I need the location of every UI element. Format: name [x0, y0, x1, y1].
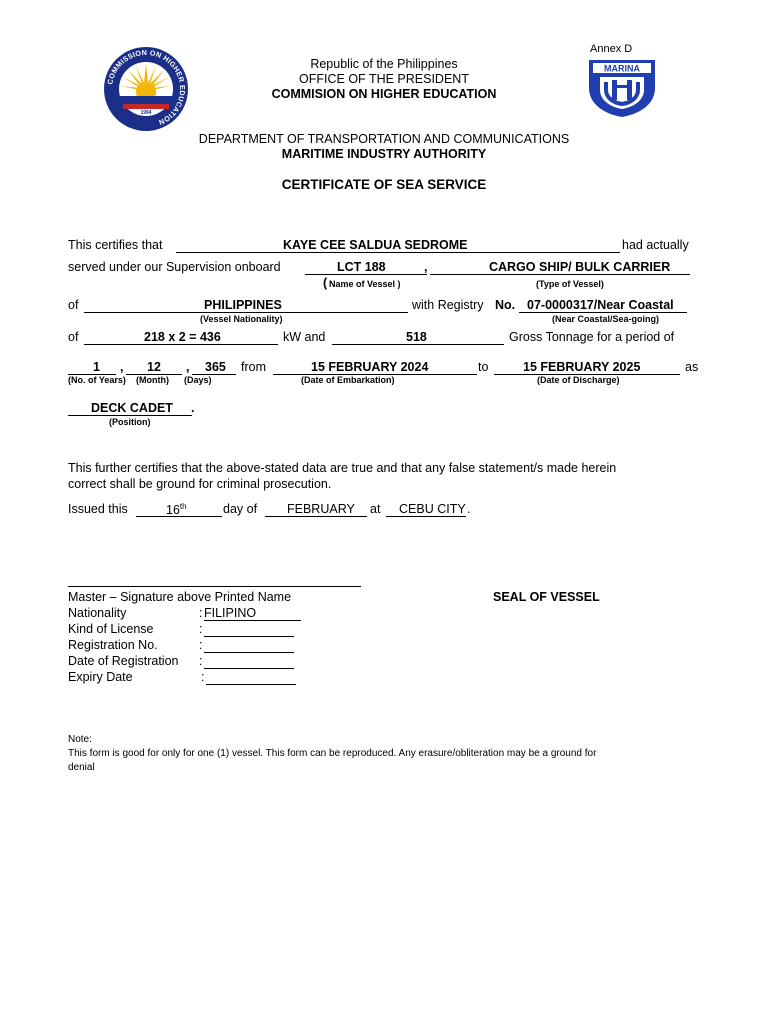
- vessel-comma: ,: [424, 260, 428, 274]
- months-value: 12: [147, 360, 161, 374]
- issued-prefix: Issued this: [68, 502, 128, 516]
- kw-label: kW and: [283, 330, 326, 344]
- day-of-label: day of: [223, 502, 258, 516]
- of-label-2: of: [68, 330, 79, 344]
- nationality-value: PHILIPPINES: [204, 298, 282, 312]
- further-line-1: This further certifies that the above-stated data are true and that any false statement/s made herein: [68, 461, 617, 475]
- sig-field-label-expiry-date: Expiry Date: [68, 670, 133, 684]
- sig-field-label-license: Kind of License: [68, 622, 154, 636]
- embark-caption: (Date of Embarkation): [301, 375, 395, 385]
- registry-no-label: No.: [495, 298, 516, 312]
- certificate-title: CERTIFICATE OF SEA SERVICE: [281, 177, 487, 192]
- position-period: .: [191, 401, 195, 415]
- sig-field-colon-nationality: :: [199, 606, 203, 620]
- vessel-name-caption: Name of Vessel ): [329, 279, 401, 289]
- sig-field-line-license: [204, 622, 294, 637]
- seal-of-vessel-label: SEAL OF VESSEL: [493, 590, 600, 604]
- discharge-date: 15 FEBRUARY 2025: [523, 360, 641, 374]
- sig-field-colon-expiry-date: :: [201, 670, 205, 684]
- vessel-type-caption: (Type of Vessel): [536, 279, 604, 289]
- issued-day-suffix: th: [179, 502, 187, 511]
- note-line-1: This form is good for only for one (1) vessel. This form can be reproduced. Any erasure/obliteration may be a ground for: [68, 748, 597, 759]
- note-line-2: denial: [68, 762, 95, 773]
- served-prefix: served under our Supervision onboard: [68, 260, 281, 274]
- sig-field-line-registration-no: [204, 638, 294, 653]
- sig-field-colon-registration-date: :: [199, 654, 203, 668]
- years-value: 1: [93, 360, 100, 374]
- issued-day: [166, 502, 187, 517]
- master-signature-label: Master – Signature above Printed Name: [68, 590, 292, 604]
- kw-value: 218 x 2 = 436: [144, 330, 221, 344]
- ched-seal-icon: [103, 46, 189, 132]
- months-comma: ,: [186, 360, 190, 374]
- ched-seal: [103, 46, 189, 132]
- registry-caption: (Near Coastal/Sea-going): [552, 314, 660, 324]
- dept-line-2: MARITIME INDUSTRY AUTHORITY: [281, 147, 487, 161]
- years-caption: (No. of Years): [68, 375, 126, 385]
- days-value: 365: [205, 360, 226, 374]
- discharge-caption: (Date of Discharge): [537, 375, 620, 385]
- position-value: DECK CADET: [91, 401, 173, 415]
- sig-field-line-expiry-date: [206, 670, 296, 685]
- years-comma: ,: [120, 360, 124, 374]
- issued-period: .: [467, 502, 471, 516]
- issued-month: FEBRUARY: [287, 502, 355, 516]
- of-label: of: [68, 298, 79, 312]
- months-caption: (Month): [136, 375, 169, 385]
- registry-value: 07-0000317/Near Coastal: [527, 298, 674, 312]
- master-signature-line: [68, 586, 361, 587]
- position-caption: (Position): [109, 417, 151, 427]
- sig-field-value-nationality: FILIPINO: [204, 606, 257, 620]
- sig-field-label-nationality: Nationality: [68, 606, 127, 620]
- sig-field-line-registration-date: [204, 654, 294, 669]
- gt-value: 518: [406, 330, 427, 344]
- sig-field-colon-registration-no: :: [199, 638, 203, 652]
- annex-label: Annex D: [590, 43, 633, 55]
- further-line-2: correct shall be ground for criminal prosecution.: [68, 477, 332, 491]
- vessel-name-caption-paren: (: [323, 276, 328, 290]
- note-label: Note:: [68, 734, 92, 745]
- as-label: as: [685, 360, 699, 374]
- vessel-type: CARGO SHIP/ BULK CARRIER: [489, 260, 671, 274]
- vessel-name: LCT 188: [337, 260, 386, 274]
- sig-field-label-registration-no: Registration No.: [68, 638, 158, 652]
- ched-seal-text: COMMISSION ON HIGHER EDUCATION: [105, 47, 188, 128]
- sig-field-colon-license: :: [199, 622, 203, 636]
- embark-date: 15 FEBRUARY 2024: [311, 360, 429, 374]
- to-label: to: [478, 360, 489, 374]
- marina-logo-text: MARINA: [604, 63, 640, 74]
- issued-day-number: 16: [166, 503, 180, 518]
- gt-label: Gross Tonnage for a period of: [509, 330, 675, 344]
- gov-line-1: Republic of the Philippines: [310, 57, 458, 71]
- sig-field-label-registration-date: Date of Registration: [68, 654, 179, 668]
- issued-place: CEBU CITY: [399, 502, 466, 516]
- dept-line-1: DEPARTMENT OF TRANSPORTATION AND COMMUNICATIONS: [198, 132, 570, 146]
- days-caption: (Days): [184, 375, 212, 385]
- certifies-suffix: had actually: [622, 238, 689, 252]
- gov-line-2: OFFICE OF THE PRESIDENT: [299, 72, 469, 86]
- marina-logo: [586, 58, 658, 118]
- at-label: at: [370, 502, 381, 516]
- ched-seal-year: 1994: [140, 110, 152, 116]
- registry-label: with Registry: [412, 298, 484, 312]
- certifies-prefix: This certifies that: [68, 238, 163, 252]
- seafarer-name: KAYE CEE SALDUA SEDROME: [283, 238, 468, 252]
- years-underline: [68, 360, 116, 375]
- from-label: from: [241, 360, 266, 374]
- nationality-caption: (Vessel Nationality): [200, 314, 283, 324]
- gov-line-3: COMMISION ON HIGHER EDUCATION: [271, 87, 497, 101]
- marina-shield-icon: [586, 58, 658, 118]
